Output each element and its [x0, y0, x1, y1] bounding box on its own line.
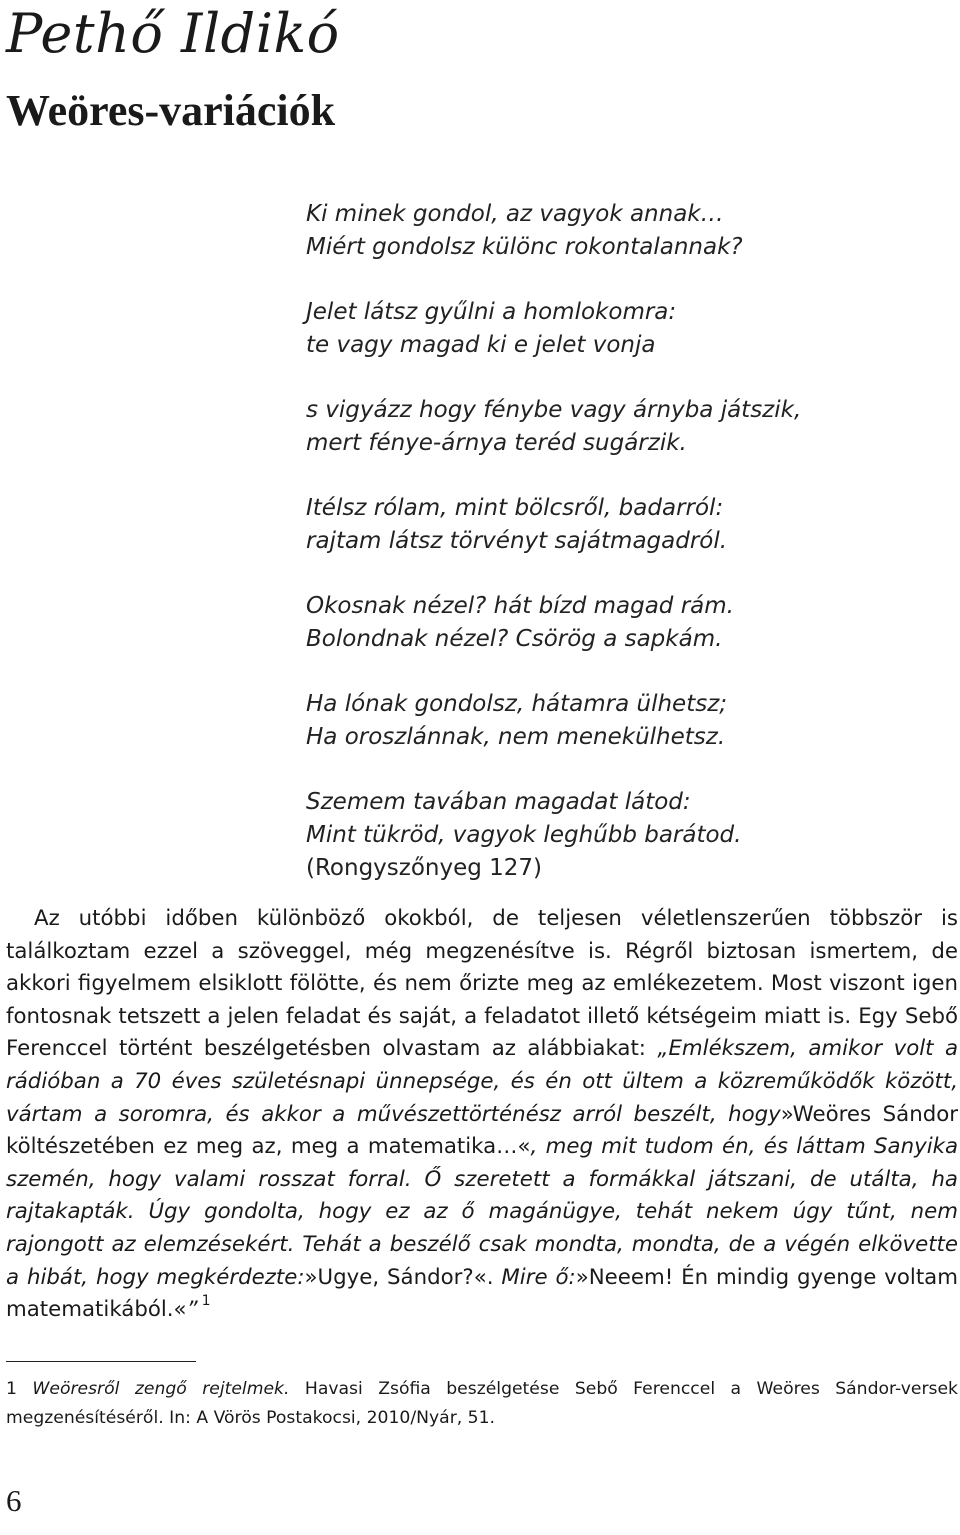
poem-stanza	[306, 198, 946, 264]
poem-stanza	[306, 786, 946, 885]
poem-stanza	[306, 492, 946, 558]
footnote-text: Havasi Zsófia beszélgetése Sebő Ferenccel a Weöres Sándor-versek megzenésítéséről. In: A Vörös Postakocsi, 2010/Nyár, 51.	[6, 1379, 958, 1428]
poem-line: Ha oroszlánnak, nem menekülhetsz.	[306, 724, 726, 750]
poem-line: te vagy magad ki e jelet vonja	[306, 332, 656, 358]
footnote	[6, 1375, 958, 1433]
footnote-divider	[6, 1361, 196, 1362]
quote-inner-text: »Neeem! Én mindig gyenge voltam matematikából.«	[6, 1264, 958, 1323]
poem-stanza	[306, 394, 946, 460]
poem-line: Ha lónak gondolsz, hátamra ülhetsz;	[306, 691, 728, 717]
poem-stanza	[306, 688, 946, 754]
body-paragraph	[6, 903, 958, 1329]
poem-source: (Rongyszőnyeg 127)	[306, 855, 543, 881]
poem-stanza	[306, 590, 946, 656]
poem-line: Itélsz rólam, mint bölcsről, badarról:	[306, 495, 724, 521]
footnote-reference[interactable]: 1	[201, 1293, 211, 1310]
poem-stanza	[306, 296, 946, 362]
quote-inner-text: »Ugye, Sándor?«.	[304, 1264, 494, 1290]
poem	[306, 198, 946, 885]
page-number: 6	[6, 1483, 22, 1518]
poem-line: Bolondnak nézel? Csörög a sapkám.	[306, 626, 723, 652]
quote-inner-text: »Weöres Sándor költészetében ez meg az, meg a matematika…«	[6, 1101, 959, 1160]
poem-line: Ki minek gondol, az vagyok annak…	[306, 201, 724, 227]
footnote-number: 1	[6, 1379, 17, 1399]
poem-line: mert fénye-árnya teréd sugárzik.	[306, 430, 687, 456]
poem-line: s vigyázz hogy fénybe vagy árnyba játszik,	[306, 397, 802, 423]
poem-line: Szemem tavában magadat látod:	[306, 789, 691, 815]
quote-text: Mire ő:	[493, 1264, 576, 1290]
poem-line: Okosnak nézel? hát bízd magad rám.	[306, 593, 734, 619]
poem-line: Miért gondolsz különc rokontalannak?	[306, 234, 743, 260]
article-title: Weöres-variációk	[6, 86, 336, 135]
quote-text: , meg mit tudom én, és láttam Sanyika szemén, hogy valami rosszat forral. Ő szeretett a formákkal játszani, de utálta, ha rajtakapták. Úgy gondolta, hogy ez az ő magánügye, tehát nekem úgy tűnt, nem rajongott az elemzésekért. Tehát a beszélő csak mondta, mondta, de a végén elkövette a hibát, hogy megkérdezte:	[6, 1134, 958, 1290]
quote-text: „Emlékszem, amikor volt a rádióban a 70 éves születésnapi ünnepsége, és én ott ültem a közreműködők között, vártam a soromra, és akkor a művészettörténész arról beszélt, hogy	[6, 1036, 958, 1127]
poem-line: rajtam látsz törvényt sajátmagadról.	[306, 528, 728, 554]
quote-close: ”	[186, 1297, 198, 1323]
poem-line: Mint tükröd, vagyok leghűbb barátod.	[306, 822, 742, 848]
poem-line: Jelet látsz gyűlni a homlokomra:	[306, 299, 677, 325]
footnote-title: Weöresről zengő rejtelmek.	[32, 1379, 290, 1399]
author-name: Pethő Ildikó	[6, 2, 340, 65]
paragraph-text: Az utóbbi időben különböző okokból, de teljesen véletlenszerűen többször is találkoztam ezzel a szöveggel, még megzenésítve is. Régről biztosan ismertem, de akkori figyelmem elsiklott fölötte, és nem őrizte meg az emlékezetem. Most viszont igen fontosnak tetszett a jelen feladat és saját, a feladatot illető kétségeim miatt is. Egy Sebő Ferenccel történt beszélgetésben olvastam az alábbiakat:	[6, 906, 958, 1062]
